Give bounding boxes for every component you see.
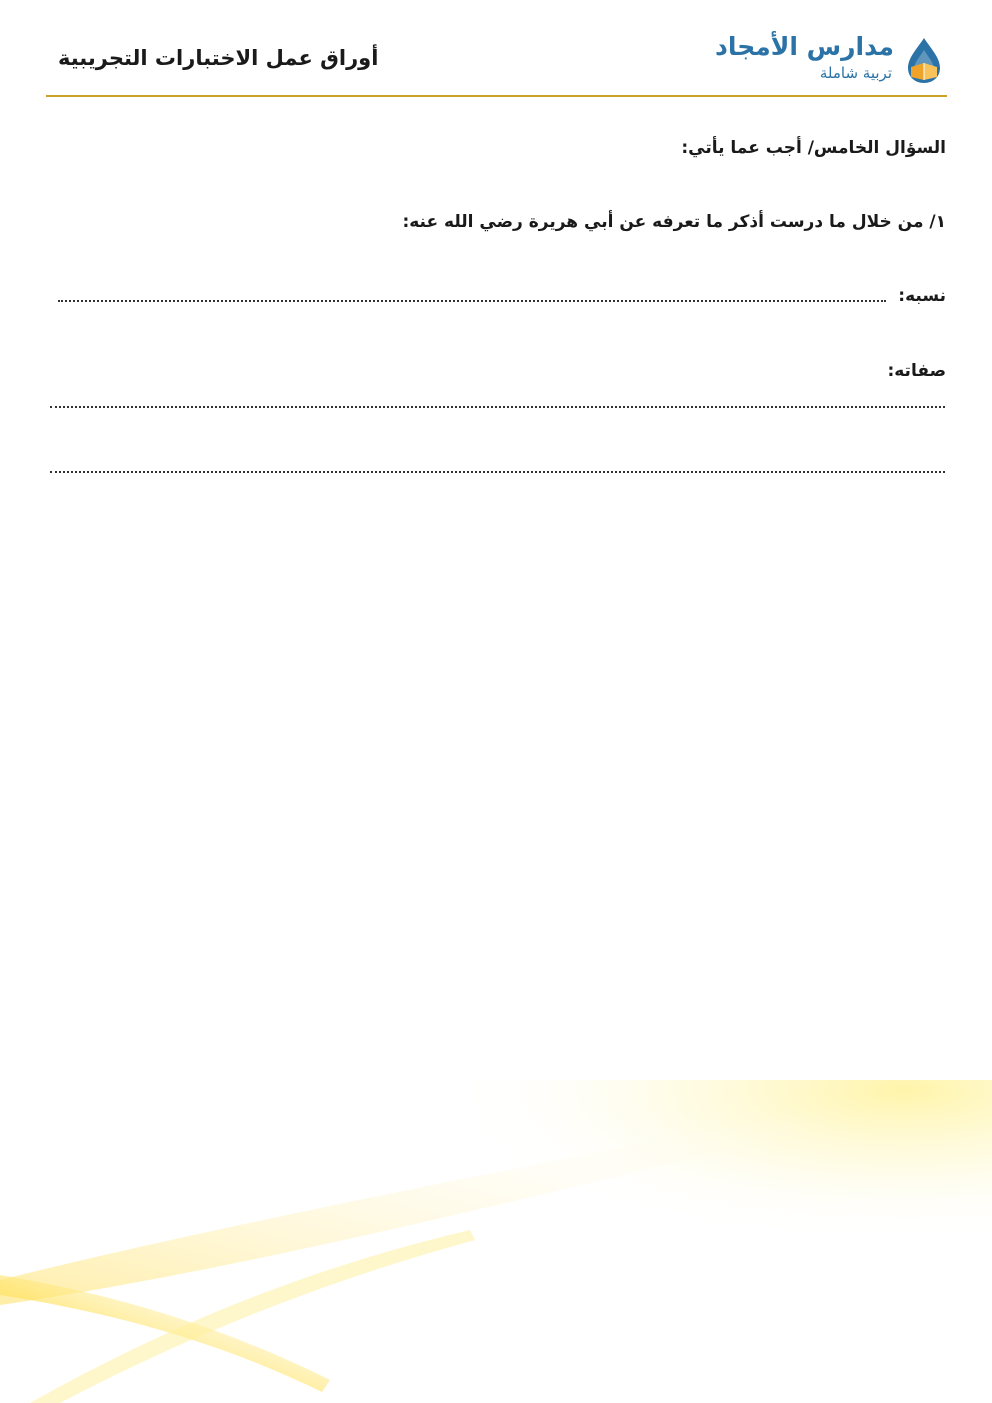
- droplet-book-logo-icon: [902, 36, 946, 84]
- nasab-answer-line[interactable]: [58, 300, 886, 302]
- sifat-answer-line-2[interactable]: [50, 471, 945, 473]
- sifat-answer-line-1[interactable]: [50, 406, 945, 408]
- nasab-label: نسبه:: [898, 286, 946, 306]
- school-brand: [716, 30, 946, 92]
- question-item: ١/ من خلال ما درست أذكر ما تعرفه عن أبي هريرة رضي الله عنه:: [402, 212, 946, 232]
- school-name: مدارس الأمجاد: [715, 32, 894, 61]
- sifat-label: صفاته:: [887, 361, 946, 381]
- school-tagline: تربية شاملة: [819, 64, 892, 82]
- page-header: [48, 20, 946, 96]
- worksheet-title: أوراق عمل الاختبارات التجريبية: [58, 46, 379, 70]
- header-divider: [46, 95, 947, 97]
- question-title: السؤال الخامس/ أجب عما يأتي:: [681, 138, 946, 158]
- decorative-light-streak: [0, 1080, 992, 1403]
